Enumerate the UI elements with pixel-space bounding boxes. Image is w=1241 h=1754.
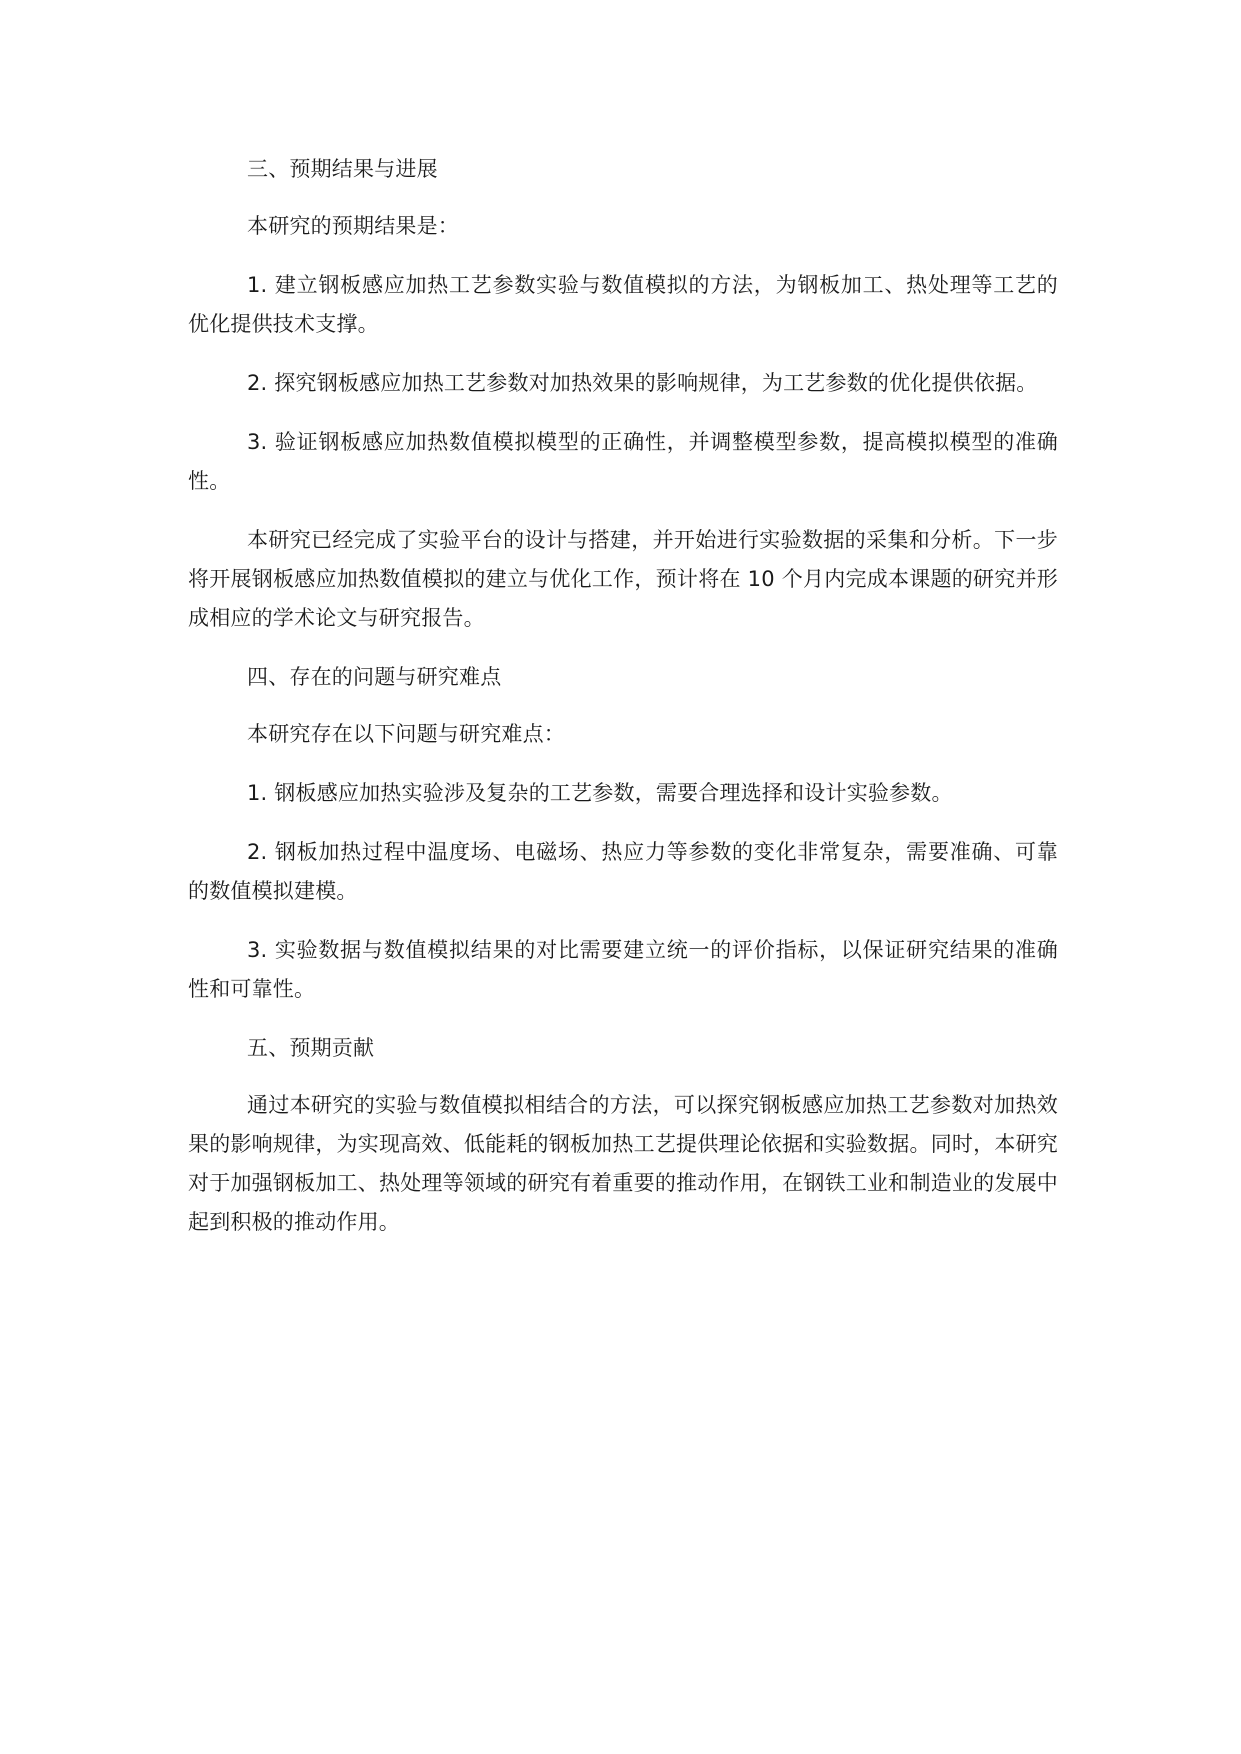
progress-paragraph: 本研究已经完成了实验平台的设计与搭建，并开始进行实验数据的采集和分析。下一步将开展钢板感应加热数值模拟的建立与优化工作，预计将在 10 个月内完成本课题的研究并形成相应的学术论文与研究报告。 [188, 528, 1058, 630]
section-heading-contribution: 五、预期贡献 [247, 1036, 375, 1060]
section-heading-problems: 四、存在的问题与研究难点 [247, 665, 502, 689]
expected-result-item-3: 3. 验证钢板感应加热数值模拟模型的正确性，并调整模型参数，提高模拟模型的准确性。 [188, 430, 1058, 493]
expected-result-item-2: 2. 探究钢板感应加热工艺参数对加热效果的影响规律，为工艺参数的优化提供依据。 [247, 371, 1038, 395]
section-intro-expected-results: 本研究的预期结果是： [247, 214, 459, 238]
problem-item-1: 1. 钢板感应加热实验涉及复杂的工艺参数，需要合理选择和设计实验参数。 [247, 781, 953, 805]
problem-item-2: 2. 钢板加热过程中温度场、电磁场、热应力等参数的变化非常复杂，需要准确、可靠的数值模拟建模。 [188, 840, 1058, 903]
problem-item-3: 3. 实验数据与数值模拟结果的对比需要建立统一的评价指标，以保证研究结果的准确性和可靠性。 [188, 938, 1058, 1001]
section-heading-expected-results: 三、预期结果与进展 [247, 157, 438, 181]
contribution-paragraph: 通过本研究的实验与数值模拟相结合的方法，可以探究钢板感应加热工艺参数对加热效果的影响规律，为实现高效、低能耗的钢板加热工艺提供理论依据和实验数据。同时，本研究对于加强钢板加工、热处理等领域的研究有着重要的推动作用，在钢铁工业和制造业的发展中起到积极的推动作用。 [188, 1093, 1058, 1234]
document-body [188, 150, 1058, 1262]
section-intro-problems: 本研究存在以下问题与研究难点： [247, 722, 565, 746]
expected-result-item-1: 1. 建立钢板感应加热工艺参数实验与数值模拟的方法，为钢板加工、热处理等工艺的优化提供技术支撑。 [188, 273, 1058, 336]
